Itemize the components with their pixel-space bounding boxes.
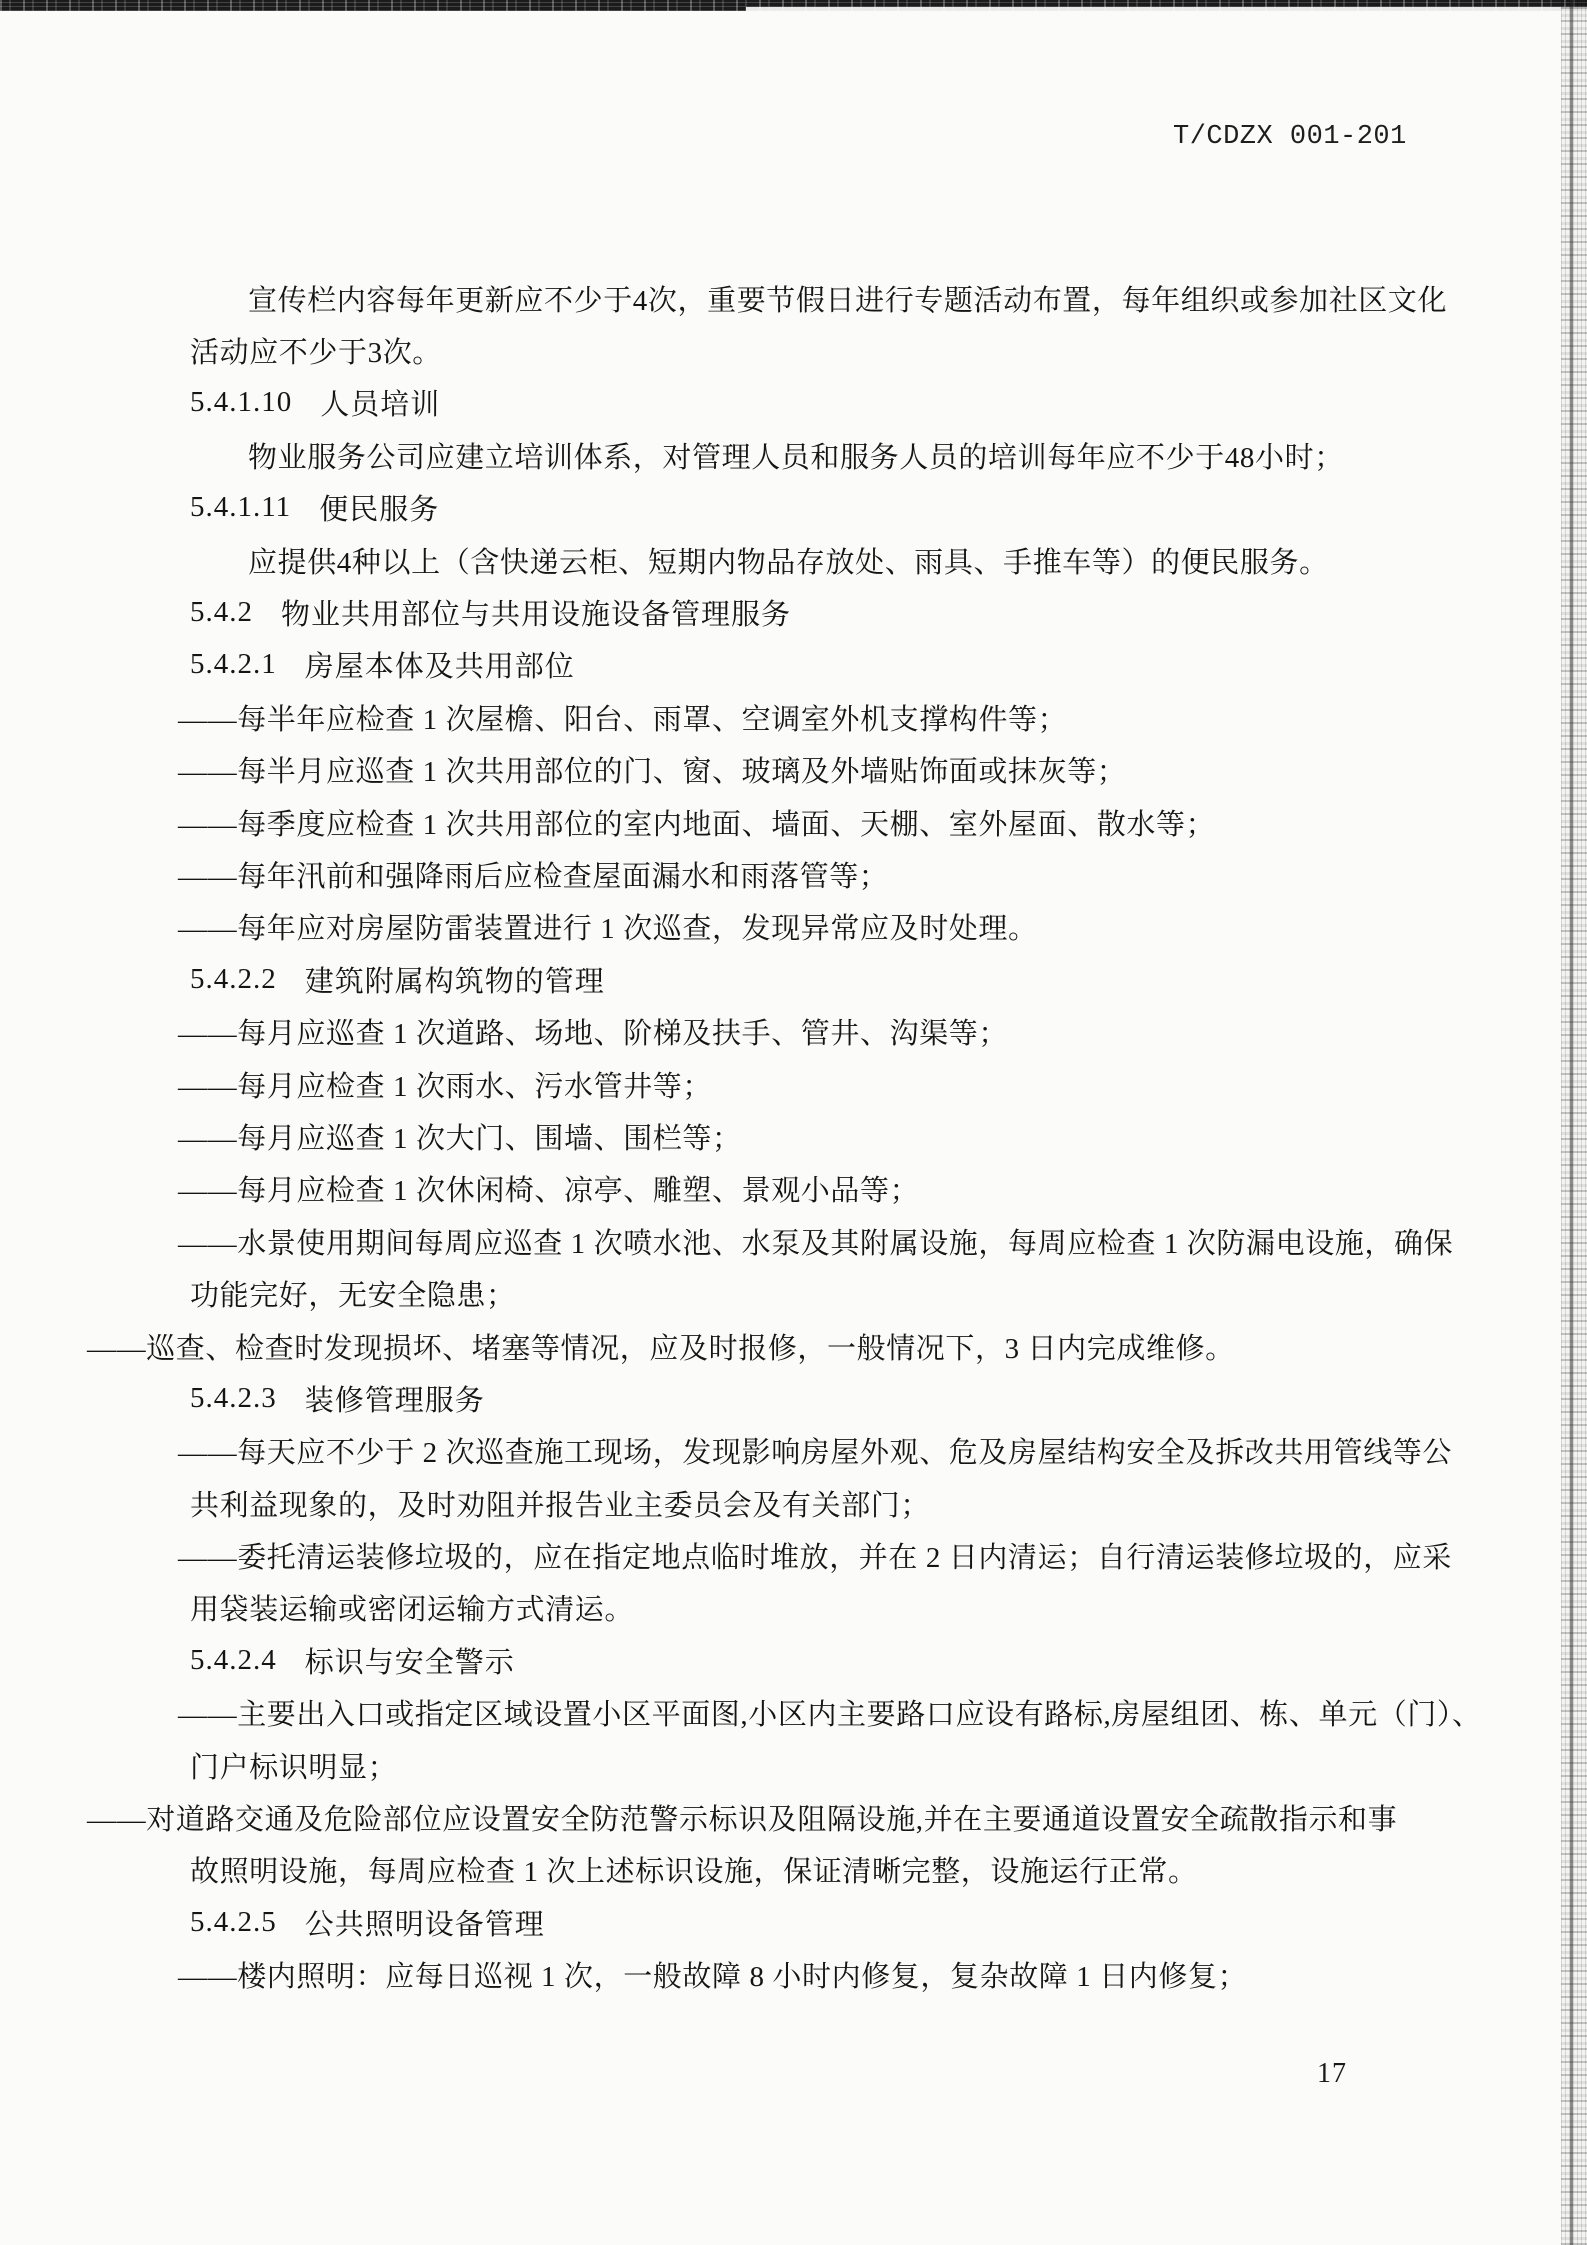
list-item: ——每半月应巡查 1 次共用部位的门、窗、玻璃及外墙贴饰面或抹灰等； — [178, 756, 1127, 789]
section-heading — [190, 639, 1452, 691]
list-item: ——每年汛前和强降雨后应检查屋面漏水和雨落管等； — [178, 860, 889, 893]
section-title: 物业共用部位与共用设施设备管理服务 — [281, 599, 792, 632]
section-heading — [190, 1896, 1452, 1948]
section-heading — [190, 482, 1452, 534]
paragraph-line: 共利益现象的，及时劝阻并报告业主委员会及有关部门； — [190, 1489, 931, 1522]
page-number: 17 — [1317, 2058, 1347, 2089]
list-item: ——楼内照明：应每日巡视 1 次，一般故障 8 小时内修复，复杂故障 1 日内修复； — [178, 1961, 1248, 1994]
section-heading — [190, 953, 1452, 1005]
section-number: 5.4.2.2 — [190, 962, 277, 995]
list-item: ——每月应检查 1 次雨水、污水管井等； — [178, 1070, 713, 1103]
paragraph-line: 故照明设施，每周应检查 1 次上述标识设施，保证清晰完整，设施运行正常。 — [190, 1856, 1198, 1889]
section-number: 5.4.2.5 — [190, 1905, 277, 1938]
section-title: 标识与安全警示 — [304, 1646, 515, 1679]
section-title: 公共照明设备管理 — [304, 1908, 545, 1941]
section-heading — [190, 1372, 1452, 1424]
section-number: 5.4.1.11 — [190, 491, 292, 524]
document-standard-code: T/CDZX 001-201 — [1173, 122, 1407, 152]
paragraph-line: 功能完好，无安全隐患； — [190, 1280, 516, 1313]
paragraph-line: 物业服务公司应建立培训体系，对管理人员和服务人员的培训每年应不少于48小时； — [248, 441, 1344, 474]
list-item: ——每半年应检查 1 次屋檐、阳台、雨罩、空调室外机支撑构件等； — [178, 703, 1068, 736]
paragraph-line: 活动应不少于3次。 — [190, 337, 442, 370]
list-item: ——委托清运装修垃圾的，应在指定地点临时堆放，并在 2 日内清运；自行清运装修垃圾的，应采 — [178, 1542, 1453, 1575]
section-number: 5.4.2 — [190, 596, 253, 629]
section-title: 人员培训 — [320, 389, 441, 422]
list-item: ——巡查、检查时发现损坏、堵塞等情况，应及时报修，一般情况下，3 日内完成维修。 — [87, 1332, 1235, 1365]
list-item: ——每天应不少于 2 次巡查施工现场，发现影响房屋外观、危及房屋结构安全及拆改共用管线等公 — [178, 1437, 1453, 1470]
list-item: ——每年应对房屋防雷装置进行 1 次巡查，发现异常应及时处理。 — [178, 913, 1038, 946]
list-item: ——水景使用期间每周应巡查 1 次喷水池、水泵及其附属设施，每周应检查 1 次防漏电设施，确保 — [178, 1227, 1454, 1260]
section-heading — [190, 1634, 1452, 1686]
list-item: ——每月应巡查 1 次道路、场地、阶梯及扶手、管井、沟渠等； — [178, 1018, 1009, 1051]
section-number: 5.4.1.10 — [190, 386, 293, 419]
paragraph-line: 用袋装运输或密闭运输方式清运。 — [190, 1594, 635, 1627]
section-title: 便民服务 — [319, 494, 440, 527]
section-title: 建筑附属构筑物的管理 — [304, 965, 605, 998]
scan-noise-top-edge — [0, 0, 1587, 11]
section-title: 装修管理服务 — [304, 1384, 485, 1417]
document-body — [87, 272, 1482, 2001]
list-item: ——主要出入口或指定区域设置小区平面图,小区内主要路口应设有路标,房屋组团、栋、单元（门）、 — [178, 1699, 1482, 1732]
section-number: 5.4.2.3 — [190, 1381, 277, 1414]
paragraph-line: 门户标识明显； — [190, 1751, 398, 1784]
list-item: ——每季度应检查 1 次共用部位的室内地面、墙面、天棚、室外屋面、散水等； — [178, 808, 1216, 841]
list-item: ——每月应检查 1 次休闲椅、凉亭、雕塑、景观小品等； — [178, 1175, 920, 1208]
section-number: 5.4.2.4 — [190, 1643, 277, 1676]
list-item: ——每月应巡查 1 次大门、围墙、围栏等； — [178, 1122, 742, 1155]
paragraph-line: 宣传栏内容每年更新应不少于4次，重要节假日进行专题活动布置，每年组织或参加社区文化 — [248, 284, 1448, 317]
paragraph-line: 应提供4种以上（含快递云柜、短期内物品存放处、雨具、手推车等）的便民服务。 — [248, 546, 1329, 579]
list-item: ——对道路交通及危险部位应设置安全防范警示标识及阻隔设施,并在主要通道设置安全疏散指示和事 — [87, 1804, 1398, 1837]
scan-noise-right-edge — [1561, 0, 1587, 2245]
section-title: 房屋本体及共用部位 — [304, 651, 575, 684]
section-heading — [190, 586, 1452, 638]
section-heading — [190, 377, 1452, 429]
section-number: 5.4.2.1 — [190, 648, 277, 681]
